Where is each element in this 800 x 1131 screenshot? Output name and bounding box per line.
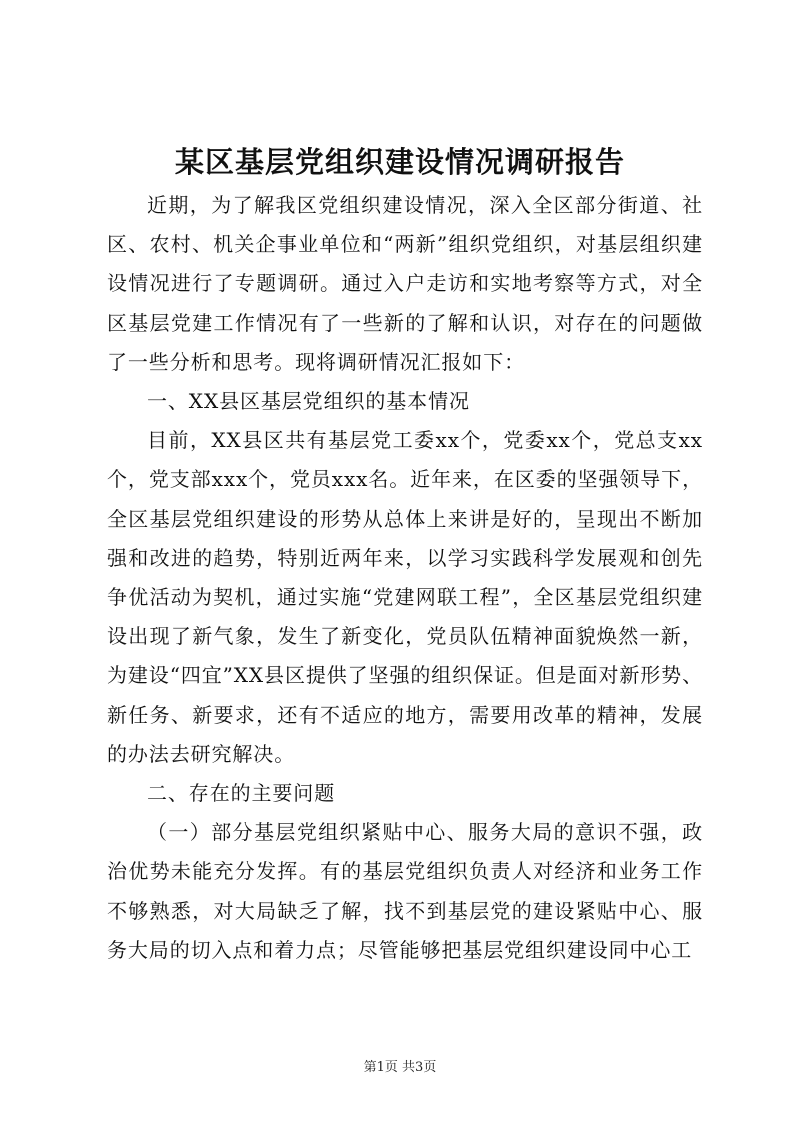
problem-paragraph-1: （一）部分基层党组织紧贴中心、服务大局的意识不强，政治优势未能充分发挥。有的基层党组织负责人对经济和业务工作不够熟悉，对大局缺乏了解，找不到基层党的建设紧贴中心、服务大局的切入点和着力点；尽管能够把基层党组织建设同中心工 — [107, 820, 703, 962]
section-heading-2: 二、存在的主要问题 — [147, 781, 336, 806]
section-heading-1: 一、XX县区基层党组织的基本情况 — [147, 389, 470, 414]
document-body — [107, 186, 703, 970]
document-title: 某区基层党组织建设情况调研报告 — [174, 145, 625, 179]
page-number-footer: 第1页 共3页 — [363, 1060, 437, 1075]
intro-paragraph: 近期，为了解我区党组织建设情况，深入全区部分街道、社区、农村、机关企事业单位和“两新”组织党组织，对基层组织建设情况进行了专题调研。通过入户走访和实地考察等方式，对全区基层党建工作情况有了一些新的了解和认识，对存在的问题做了一些分析和思考。现将调研情况汇报如下： — [107, 193, 703, 374]
basic-situation-paragraph: 目前，XX县区共有基层党工委xx个，党委xx个，党总支xx个，党支部xxx个，党员xxx名。近年来，在区委的坚强领导下，全区基层党组织建设的形势从总体上来讲是好的，呈现出不断加强和改进的趋势，特别近两年来，以学习实践科学发展观和创先争优活动为契机，通过实施“党建网联工程”，全区基层党组织建设出现了新气象，发生了新变化，党员队伍精神面貌焕然一新，为建设“四宜”XX县区提供了坚强的组织保证。但是面对新形势、新任务、新要求，还有不适应的地方，需要用改革的精神，发展的办法去研究解决。 — [107, 428, 703, 766]
